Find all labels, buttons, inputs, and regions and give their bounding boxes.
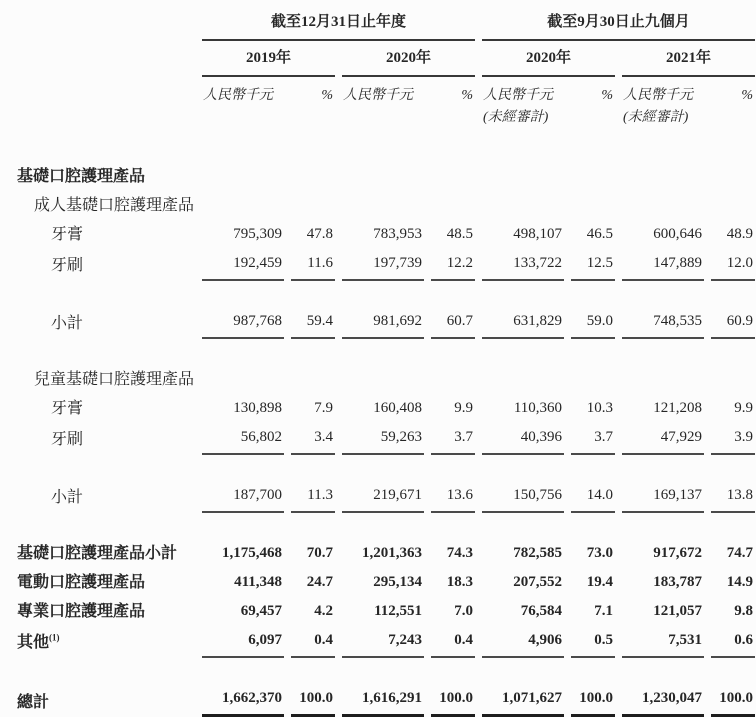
cell-percent: 13.8 [711, 482, 755, 513]
section-row [17, 366, 755, 395]
percent-label: % [321, 88, 333, 103]
cell-percent: 11.6 [291, 250, 335, 281]
spacer-row [17, 339, 755, 366]
cell-amount: 7,243 [342, 627, 424, 658]
spacer-cell [17, 281, 755, 308]
cell-amount: 69,457 [240, 603, 282, 619]
period-group-row [17, 8, 755, 41]
cell-amount: 147,889 [622, 250, 704, 281]
cell-amount: 207,552 [513, 574, 563, 590]
cell-percent: 100.0 [291, 685, 335, 717]
cell-amount: 987,768 [202, 308, 284, 339]
unaudited-note-row [17, 105, 755, 163]
cell-amount: 1,230,047 [622, 685, 704, 717]
empty-cell [342, 105, 424, 163]
cell-amount: 121,208 [653, 400, 703, 416]
cell-amount: 782,585 [513, 545, 563, 561]
spacer-cell [17, 658, 755, 685]
revenue-breakdown-table [10, 8, 756, 717]
header-spacer [17, 105, 195, 163]
spacer-row [17, 658, 755, 685]
cell-amount: 150,756 [482, 482, 564, 513]
cell-percent: 12.2 [431, 250, 475, 281]
cell-percent: 14.0 [571, 482, 615, 513]
cell-percent: 7.9 [314, 400, 333, 416]
table-row [17, 627, 755, 658]
table-row [17, 250, 755, 281]
unaudited-note: (未經審計) [483, 110, 549, 125]
period-group-annual: 截至12月31日止年度 [202, 8, 475, 41]
cell-amount: 1,201,363 [362, 545, 422, 561]
cell-amount: 112,551 [374, 603, 422, 619]
year-2019-header: 2019年 [202, 41, 335, 77]
section-row [17, 192, 755, 221]
row-label: 牙刷 [51, 257, 84, 274]
cell-amount: 795,309 [233, 226, 282, 242]
year-2021-header: 2021年 [622, 41, 755, 77]
cell-amount: 1,616,291 [342, 685, 424, 717]
row-label: 基礎口腔護理產品小計 [17, 545, 178, 562]
cell-amount: 183,787 [653, 574, 703, 590]
cell-amount: 7,531 [622, 627, 704, 658]
unit-label: 人民幣千元 [203, 88, 273, 103]
cell-percent: 7.0 [454, 603, 474, 619]
cell-percent: 3.4 [291, 424, 335, 455]
cell-percent: 59.4 [291, 308, 335, 339]
cell-percent: 9.8 [734, 603, 754, 619]
cell-amount: 498,107 [513, 226, 563, 242]
cell-amount: 219,671 [342, 482, 424, 513]
cell-amount: 130,898 [233, 400, 282, 416]
empty-cell [711, 105, 755, 163]
cell-amount: 133,722 [482, 250, 564, 281]
cell-amount: 76,584 [520, 603, 563, 619]
cell-amount: 47,929 [622, 424, 704, 455]
row-label: 小計 [51, 489, 84, 506]
cell-percent: 74.7 [726, 545, 754, 561]
spacer-cell [17, 455, 755, 482]
cell-amount: 1,175,468 [222, 545, 282, 561]
cell-percent: 73.0 [586, 545, 614, 561]
cell-percent: 59.0 [571, 308, 615, 339]
header-spacer [17, 41, 195, 77]
cell-amount: 917,672 [653, 545, 703, 561]
cell-percent: 48.9 [726, 226, 754, 242]
cell-percent: 12.0 [711, 250, 755, 281]
table-row [17, 221, 755, 250]
empty-cell [571, 105, 615, 163]
cell-percent: 7.1 [594, 603, 614, 619]
cell-amount: 121,057 [653, 603, 703, 619]
cell-percent: 100.0 [431, 685, 475, 717]
year-row [17, 41, 755, 77]
spacer-cell [17, 339, 755, 366]
header-spacer [17, 77, 195, 105]
cell-amount: 56,802 [202, 424, 284, 455]
cell-amount: 59,263 [342, 424, 424, 455]
cell-amount: 631,829 [482, 308, 564, 339]
cell-percent: 9.9 [734, 400, 754, 416]
table-row [17, 424, 755, 455]
row-label: 電動口腔護理產品 [17, 574, 146, 591]
cell-percent: 3.7 [571, 424, 615, 455]
cell-percent: 48.5 [446, 226, 474, 242]
cell-amount: 192,459 [202, 250, 284, 281]
table-row [17, 685, 755, 717]
cell-percent: 60.7 [431, 308, 475, 339]
cell-percent: 0.5 [571, 627, 615, 658]
cell-amount: 295,134 [373, 574, 422, 590]
cell-percent: 46.5 [586, 226, 614, 242]
empty-cell [431, 105, 475, 163]
spacer-row [17, 455, 755, 482]
cell-amount: 197,739 [342, 250, 424, 281]
table-row [17, 598, 755, 627]
year-2020-header: 2020年 [342, 41, 475, 77]
year-2020-nine-month-header: 2020年 [482, 41, 615, 77]
cell-amount: 6,097 [202, 627, 284, 658]
spacer-row [17, 281, 755, 308]
cell-percent: 100.0 [711, 685, 755, 717]
unit-row [17, 77, 755, 105]
cell-amount: 1,071,627 [482, 685, 564, 717]
empty-cell [291, 105, 335, 163]
table-row [17, 569, 755, 598]
cell-percent: 47.8 [306, 226, 333, 242]
cell-amount: 981,692 [342, 308, 424, 339]
table-row [17, 308, 755, 339]
percent-label: % [461, 88, 474, 103]
empty-cell [202, 105, 284, 163]
row-label: 牙膏 [51, 226, 84, 243]
table-row [17, 482, 755, 513]
cell-amount: 187,700 [202, 482, 284, 513]
row-label: 成人基礎口腔護理產品 [34, 197, 195, 214]
table-row [17, 540, 755, 569]
footnote-marker: (1) [49, 632, 60, 643]
cell-percent: 18.3 [446, 574, 474, 590]
cell-percent: 10.3 [586, 400, 614, 416]
cell-amount: 783,953 [373, 226, 422, 242]
cell-amount: 4,906 [482, 627, 564, 658]
cell-percent: 12.5 [571, 250, 615, 281]
unit-label: 人民幣千元 [483, 88, 554, 103]
cell-percent: 0.4 [291, 627, 335, 658]
row-label: 專業口腔護理產品 [17, 603, 146, 620]
spacer-cell [17, 513, 755, 540]
cell-amount: 748,535 [622, 308, 704, 339]
row-label: 兒童基礎口腔護理產品 [34, 371, 195, 388]
cell-amount: 40,396 [482, 424, 564, 455]
cell-percent: 60.9 [711, 308, 755, 339]
cell-amount: 169,137 [622, 482, 704, 513]
cell-amount: 160,408 [373, 400, 422, 416]
cell-amount: 411,348 [234, 574, 282, 590]
cell-percent: 11.3 [291, 482, 335, 513]
cell-percent: 4.2 [314, 603, 333, 619]
row-label: 小計 [51, 315, 84, 332]
row-label: 牙膏 [51, 400, 84, 417]
cell-percent: 14.9 [726, 574, 754, 590]
cell-percent: 100.0 [571, 685, 615, 717]
cell-amount: 1,662,370 [202, 685, 284, 717]
row-label: 牙刷 [51, 431, 84, 448]
table-body [17, 163, 755, 717]
cell-percent: 0.4 [431, 627, 475, 658]
period-group-nine-months: 截至9月30日止九個月 [482, 8, 755, 41]
header-spacer [17, 8, 195, 41]
row-label: 總計 [17, 694, 50, 711]
cell-percent: 3.7 [431, 424, 475, 455]
cell-amount: 600,646 [653, 226, 703, 242]
table-row [17, 395, 755, 424]
cell-percent: 24.7 [306, 574, 333, 590]
cell-percent: 0.6 [711, 627, 755, 658]
cell-percent: 3.9 [711, 424, 755, 455]
row-label: 基礎口腔護理產品 [17, 168, 146, 185]
section-row [17, 163, 755, 192]
unit-label: 人民幣千元 [623, 88, 694, 103]
cell-percent: 9.9 [454, 400, 474, 416]
cell-percent: 19.4 [586, 574, 614, 590]
percent-label: % [601, 88, 614, 103]
cell-percent: 74.3 [446, 545, 474, 561]
spacer-row [17, 513, 755, 540]
unaudited-note: (未經審計) [623, 110, 689, 125]
percent-label: % [741, 88, 754, 103]
cell-amount: 110,360 [513, 400, 563, 416]
cell-percent: 70.7 [306, 545, 333, 561]
cell-percent: 13.6 [431, 482, 475, 513]
row-label: 其他$^{(1)}$ [17, 632, 60, 651]
unit-label: 人民幣千元 [343, 88, 413, 103]
